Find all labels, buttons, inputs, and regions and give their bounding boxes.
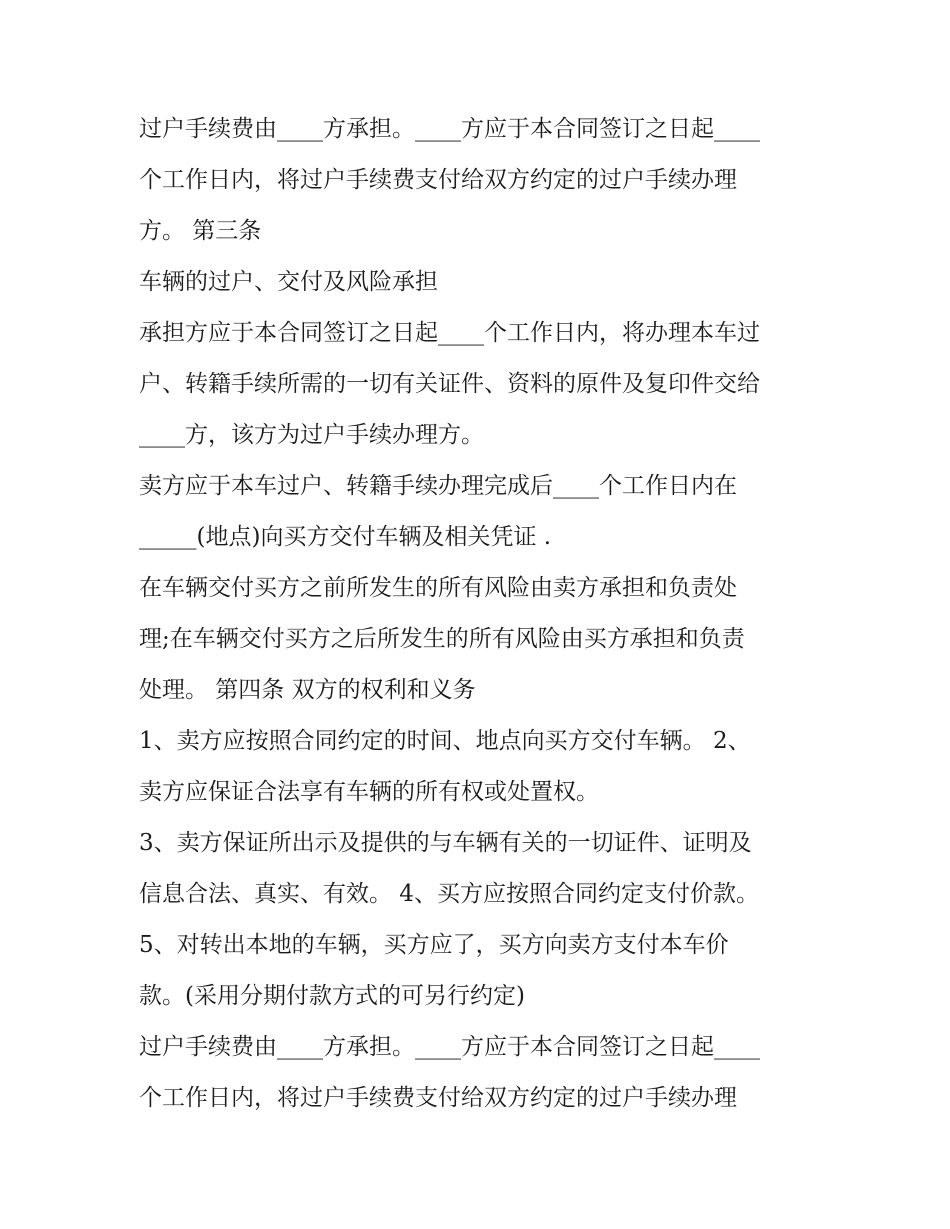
text-line: 个工作日内，将过户手续费支付给双方约定的过户手续办理 xyxy=(139,167,737,193)
text-line: 车辆的过户、交付及风险承担 xyxy=(139,269,438,295)
text-line: 方。 第三条 xyxy=(139,218,262,244)
text-line: 款。(采用分期付款方式的可另行约定) xyxy=(139,983,525,1009)
text-line: _____(地点)向买方交付车辆及相关凭证 . xyxy=(139,524,552,550)
text-line: 5、对转出本地的车辆，买方应了，买方向卖方支付本车价 xyxy=(139,932,729,958)
text-line: 卖方应于本车过户、转籍手续办理完成后____个工作日内在 xyxy=(139,473,737,499)
text-line: 3、卖方保证所出示及提供的与车辆有关的一切证件、证明及 xyxy=(139,830,752,856)
text-line: 卖方应保证合法享有车辆的所有权或处置权。 xyxy=(139,779,599,805)
text-line: 理;在车辆交付买方之后所发生的所有风险由买方承担和负责 xyxy=(139,626,745,652)
text-line: 个工作日内，将过户手续费支付给双方约定的过户手续办理 xyxy=(139,1085,737,1111)
document-body xyxy=(139,104,829,1124)
text-line: 户、转籍手续所需的一切有关证件、资料的原件及复印件交给 xyxy=(139,371,760,397)
text-line: 1、卖方应按照合同约定的时间、地点向买方交付车辆。 2、 xyxy=(139,728,751,754)
text-line: 过户手续费由____方承担。____方应于本合同签订之日起____ xyxy=(139,1034,760,1060)
text-line: ____方，该方为过户手续办理方。 xyxy=(139,422,484,448)
text-line: 信息合法、真实、有效。 4、买方应按照合同约定支付价款。 xyxy=(139,881,759,907)
text-line: 承担方应于本合同签订之日起____个工作日内，将办理本车过 xyxy=(139,320,760,346)
text-line: 处理。 第四条 双方的权利和义务 xyxy=(139,677,476,703)
text-line: 在车辆交付买方之前所发生的所有风险由卖方承担和负责处 xyxy=(139,575,737,601)
text-line: 过户手续费由____方承担。____方应于本合同签订之日起____ xyxy=(139,116,760,142)
